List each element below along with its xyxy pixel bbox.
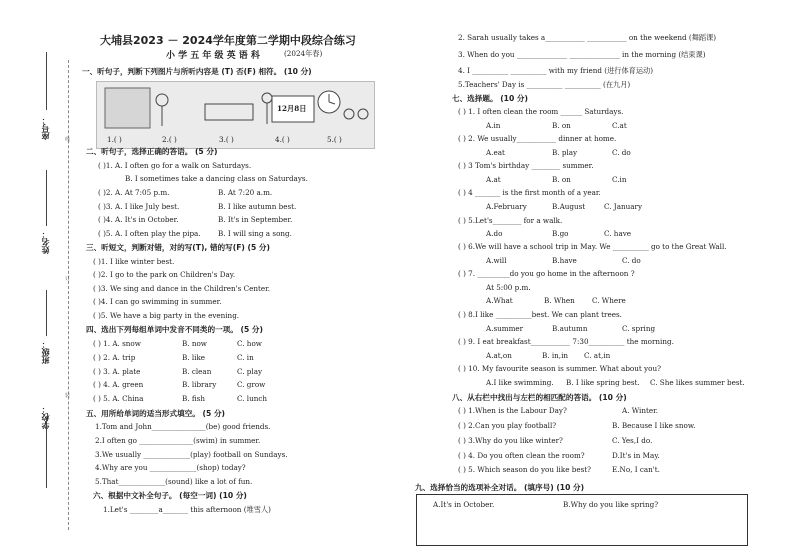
s3-item-4: ( )4. I can go swimming in summer. (93, 297, 222, 306)
s7-q1: ( ) 1. I often clean the room ______ Saturdays. (458, 107, 624, 116)
s7-q2: ( ) 2. We usually___________ dinner at home. (458, 134, 617, 143)
name-label: 姓名： (41, 230, 50, 254)
s7-q5-b: B.go (552, 229, 569, 238)
s2-q4-b: B. It's in September. (218, 215, 293, 224)
s7-q3-a: A.at (486, 175, 501, 184)
s7-q3-b: B. on (552, 175, 571, 184)
s6-item-3: 3. When do you ______________ ______________ in the morning (结束课) (458, 50, 706, 59)
s4-q5-a: ( ) 5. A. China (93, 394, 144, 403)
s4-q4-c: C. grow (237, 380, 266, 389)
listening-pictures (96, 81, 375, 149)
exam-subtitle: 小 学 五 年 级 英 语 科 (166, 51, 260, 61)
s7-q8: ( ) 8.I like __________best. We can plant trees. (458, 310, 622, 319)
exam-term: (2024年春) (284, 49, 323, 58)
s7-q4-c: C. January (604, 202, 643, 211)
s7-q4-b: B.August (552, 202, 586, 211)
binding-mark-line: 线 (65, 137, 71, 143)
s7-q8-c: C. spring (622, 324, 656, 333)
section7-heading: 七、选择题。 (10 分) (452, 94, 528, 103)
s7-q10-b: B. I like spring best. (566, 378, 640, 387)
s5-item-4: 4.Why are you _____________(shop) today? (95, 463, 246, 472)
s4-q1-b: B. now (182, 339, 207, 348)
s4-q4-b: B. library (182, 380, 217, 389)
exam-title: 大埔县2023 － 2024学年度第二学期中段综合练习 (100, 34, 356, 47)
s2-q4-a: ( )4. A. It's in October. (98, 215, 179, 224)
s8-a3: C. Yes,I do. (612, 436, 653, 445)
name-line (46, 170, 47, 226)
binding-line (68, 60, 69, 530)
s3-item-5: ( )5. We have a big party in the evening. (93, 311, 240, 320)
s7-q9-c: C. at,in (584, 351, 611, 360)
s7-q7-a: A.What (486, 296, 513, 305)
s4-q1-a: ( ) 1. A. snow (93, 339, 141, 348)
s7-q5: ( ) 5.Let's________ for a walk. (458, 216, 563, 225)
s7-q5-a: A.do (486, 229, 503, 238)
s4-q2-b: B. like (182, 353, 206, 362)
s7-q6: ( ) 6.We will have a school trip in May. We __________ go to the Great Wall. (458, 242, 727, 251)
s7-q7-c: C. Where (592, 296, 626, 305)
s7-q4-a: A.February (486, 202, 527, 211)
section4-heading: 四、选出下列每组单词中发音不同类的一项。 (5 分) (86, 325, 263, 334)
s8-q4: ( ) 4. Do you often clean the room? (458, 451, 585, 460)
s2-q2-b: B. At 7:20 a.m. (218, 188, 273, 197)
s7-q9-a: A.at,on (486, 351, 512, 360)
s8-q2: ( ) 2.Can you play football? (458, 421, 557, 430)
s2-q3-b: B. I like autumn best. (218, 202, 297, 211)
s5-item-5: 5.That_____________(sound) like a lot of fun. (95, 477, 253, 486)
s7-q7: ( ) 7. _________do you go home in the afternoon ? (458, 269, 635, 278)
s3-item-1: ( )1. I like winter best. (93, 257, 175, 266)
s7-q1-a: A.in (486, 121, 501, 130)
s6-item-1: 1.Let's ________a_______ this afternoon (堆雪人) (103, 505, 271, 514)
section2-heading: 二、听句子，选择正确的答语。 (5 分) (86, 147, 218, 156)
s7-q1-c: C.at (612, 121, 627, 130)
s7-q4: ( ) 4 _______ is the first month of a year. (458, 188, 601, 197)
s7-q7-answer-time: At 5:00 p.m. (486, 283, 531, 292)
s7-q3: ( ) 3 Tom's birthday ________ summer. (458, 161, 594, 170)
s6-item-5: 5.Teachers' Day is __________ __________ (在九月) (458, 80, 631, 89)
section5-heading: 五、用所给单词的适当形式填空。 (5 分) (86, 409, 226, 418)
calendar-date: 12月8日 (277, 104, 307, 113)
picture-blank-2[interactable]: 2.( ) (162, 135, 177, 144)
s3-item-2: ( )2. I go to the park on Children's Day. (93, 270, 236, 279)
picture-blank-3[interactable]: 3.( ) (219, 135, 234, 144)
s7-q5-c: C. have (604, 229, 632, 238)
s7-q9: ( ) 9. I eat breakfast___________ 7:30__________ the morning. (458, 337, 674, 346)
s2-q2-a: ( )2. A. At 7:05 p.m. (98, 188, 170, 197)
s4-q4-a: ( ) 4. A. green (93, 380, 144, 389)
s7-q8-b: B.autumn (552, 324, 588, 333)
s2-q5-a: ( )5. A. I often play the pipa. (98, 229, 201, 238)
picture-blank-4[interactable]: 4.( ) (275, 135, 290, 144)
class-label: 班级： (41, 340, 50, 364)
s7-q1-b: B. on (552, 121, 571, 130)
s8-q5: ( ) 5. Which season do you like best? (458, 465, 592, 474)
s7-q9-b: B. in,in (542, 351, 568, 360)
s5-item-1: 1.Tom and John_______________(be) good friends. (95, 422, 271, 431)
s8-q3: ( ) 3.Why do you like winter? (458, 436, 563, 445)
binding-mark-bind: 装 (65, 393, 71, 399)
s8-a4: D.It's in May. (612, 451, 660, 460)
s7-q10-c: C. She likes summer best. (650, 378, 745, 387)
s7-q10-a: A.I like swimming. (486, 378, 554, 387)
class-line (46, 290, 47, 336)
picture-blank-5[interactable]: 5.( ) (327, 135, 342, 144)
binding-mark-order: 订 (65, 276, 71, 282)
picture-blank-1[interactable]: 1.( ) (107, 135, 122, 144)
s7-q2-c: C. do (612, 148, 631, 157)
s5-item-3: 3.We usually _____________(play) football on Sundays. (95, 450, 288, 459)
s7-q10: ( ) 10. My favourite season is summer. What about you? (458, 364, 661, 373)
option-a: A.It's in October. (433, 500, 495, 509)
s7-q7-b: B. When (544, 296, 575, 305)
s4-q2-c: C. in (237, 353, 254, 362)
s7-q2-a: A.eat (486, 148, 505, 157)
s4-q3-c: C. play (237, 367, 263, 376)
s7-q6-a: A.will (486, 256, 507, 265)
seat-label: 座号： (41, 116, 50, 140)
s2-q1-b: B. I sometimes take a dancing class on Saturdays. (125, 174, 308, 183)
s7-q6-c: C. do (622, 256, 641, 265)
s8-q1: ( ) 1.When is the Labour Day? (458, 406, 567, 415)
s7-q3-c: C.in (612, 175, 627, 184)
s7-q8-a: A.summer (486, 324, 524, 333)
s2-q5-b: B. I will sing a song. (218, 229, 292, 238)
s6-item-2: 2. Sarah usually takes a___________ ___________ on the weekend (舞蹈课) (458, 33, 717, 42)
s8-a1: A. Winter. (622, 406, 659, 415)
s4-q1-c: C. how (237, 339, 262, 348)
s4-q3-b: B. clean (182, 367, 212, 376)
s7-q2-b: B. play (552, 148, 578, 157)
seat-line (46, 52, 47, 110)
school-line (46, 418, 47, 488)
section9-heading: 九、选择恰当的选项补全对话。 (填序号) (10 分) (415, 483, 585, 492)
school-label: 学校： (41, 405, 50, 429)
s5-item-2: 2.I often go _______________(swim) in summer. (95, 436, 261, 445)
s3-item-3: ( )3. We sing and dance in the Children's Center. (93, 284, 271, 293)
section8-heading: 八、从右栏中找出与左栏的相匹配的答语。 (10 分) (452, 393, 627, 402)
s2-q3-a: ( )3. A. I like July best. (98, 202, 180, 211)
option-b: B.Why do you like spring? (563, 500, 659, 509)
s6-item-4: 4. I __________ __________ with my friend (进行体育运动) (458, 66, 654, 75)
section1-heading: 一、听句子，判断下列图片与所听内容是 (T) 否(F) 相符。 (10 分) (82, 67, 312, 76)
s8-a5: E.No, I can't. (612, 465, 660, 474)
s4-q3-a: ( ) 3. A. plate (93, 367, 141, 376)
options-box (416, 494, 748, 546)
s2-q1-a: ( )1. A. I often go for a walk on Saturdays. (98, 161, 252, 170)
s8-a2: B. Because I like snow. (612, 421, 696, 430)
s4-q5-b: B. fish (182, 394, 205, 403)
s4-q2-a: ( ) 2. A. trip (93, 353, 136, 362)
section3-heading: 三、听短文，判断对错，对的写(T), 错的写(F) (5 分) (86, 243, 270, 252)
s4-q5-c: C. lunch (237, 394, 268, 403)
s7-q6-b: B.have (552, 256, 577, 265)
section6-heading: 六、根据中文补全句子。 (每空一词) (10 分) (93, 491, 247, 500)
